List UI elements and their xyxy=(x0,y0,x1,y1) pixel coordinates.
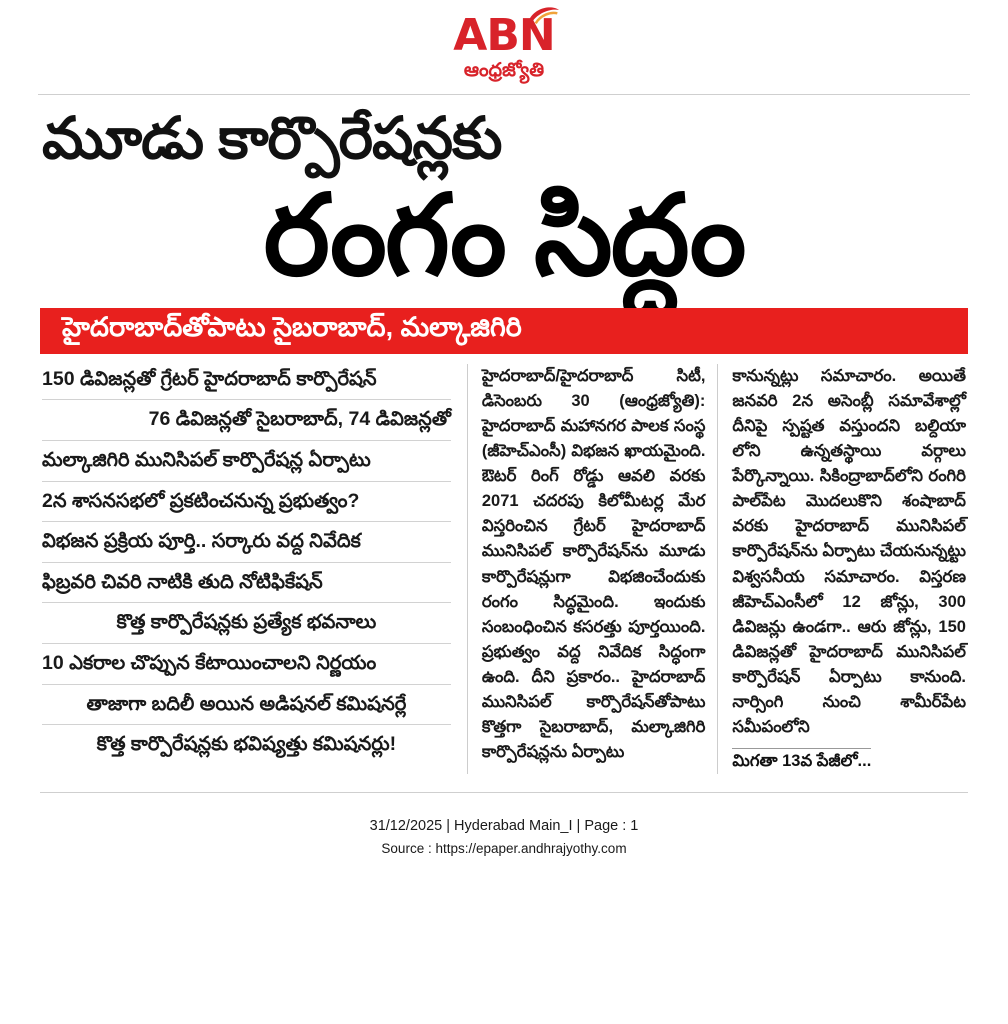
article-columns xyxy=(0,354,1008,774)
lead-point: తాజాగా బదిలీ అయిన అడిషనల్ కమిషనర్లే xyxy=(42,689,451,726)
logo-subtitle: ఆంధ్రజ్యోతి xyxy=(463,60,545,81)
headline-block xyxy=(0,95,1008,298)
lead-point: 2న శాసనసభలో ప్రకటించనున్న ప్రభుత్వం? xyxy=(42,486,451,523)
lead-point: కొత్త కార్పొరేషన్లకు ప్రత్యేక భవనాలు xyxy=(42,607,451,644)
headline-banner xyxy=(40,308,968,354)
swoosh-icon xyxy=(527,5,561,25)
lead-point: 76 డివిజన్లతో సైబరాబాద్, 74 డివిజన్లతో xyxy=(42,404,451,441)
abn-logo xyxy=(453,10,555,81)
footer-edition-info: 31/12/2025 | Hyderabad Main_I | Page : 1 xyxy=(369,818,639,835)
continued-note: మిగతా 13వ పేజీలో... xyxy=(732,748,871,774)
headline-line-2: రంగం సిద్ధం xyxy=(263,172,745,298)
lead-point: కొత్త కార్పొరేషన్లకు భవిష్యత్తు కమిషనర్లు! xyxy=(96,733,397,756)
body-paragraph-1 xyxy=(482,364,706,765)
body-paragraph-2 xyxy=(732,364,966,740)
logo-abn-label: ABN xyxy=(453,10,555,61)
body-text-2: కానున్నట్లు సమాచారం. అయితే జనవరి 2న అసెంబ్లీ సమావేశాల్లో దీనిపై స్పష్టత వస్తుందని బల్దియా లోని ఉన్నతస్థాయి వర్గాలు పేర్కొన్నాయి. సికింద్రాబాద్‌లోని రంగిరి పాల్‌పేట మొదలుకొని శంషాబాద్ వరకు హైదరాబాద్ మునిసిపల్ కార్పొరేషన్‌ను ఏర్పాటు చేయనున్నట్టు విశ్వసనీయ సమాచారం. విస్తరణ జీహెచ్‌ఎంసీలో 12 జోన్లు, 300 డివిజన్లు ఉండగా.. ఆరు జోన్లు, 150 డివిజన్లతో హైదరాబాద్ మునిసిపల్ కార్పొరేషన్ ఏర్పాటు కానుంది. నార్సింగి నుంచి శామీర్‌పేట సమీపంలోని xyxy=(732,366,966,736)
lead-point: 150 డివిజన్లతో గ్రేటర్ హైదరాబాద్ కార్పొరేషన్ xyxy=(42,364,451,401)
body-text-1: హైదరాబాద్ మహానగర పాలక సంస్థ (జీహెచ్‌ఎంసీ) విభజన ఖాయమైంది. ఔటర్ రింగ్ రోడ్డు ఆవలి వరకు 2071 చదరపు కిలోమీటర్ల మేర విస్తరించిన గ్రేటర్ హైదరాబాద్ మునిసిపల్ కార్పొరేషన్‌ను మూడు కార్పొరేషన్లుగా విభజించేందుకు రంగం సిద్ధమైంది. ఇందుకు సంబంధించిన కసరత్తు పూర్తయింది. ప్రభుత్వం వద్ద నివేదిక సిద్ధంగా ఉంది. దీని ప్రకారం.. హైదరాబాద్ మునిసిపల్ కార్పొరేషన్‌తోపాటు కొత్తగా సైబరాబాద్, మల్కాజిగిరి కార్పొరేషన్లను ఏర్పాటు xyxy=(481,417,706,762)
footer-source: Source : https://epaper.andhrajyothy.com xyxy=(381,841,627,857)
column-body-2 xyxy=(717,364,968,774)
column-lead-points xyxy=(40,364,467,774)
lead-point: ఫిబ్రవరి చివరి నాటికి తుది నోటిఫికేషన్ xyxy=(42,567,451,604)
footer xyxy=(0,793,1008,860)
lead-point: మల్కాజిగిరి మునిసిపల్ కార్పొరేషన్ల ఏర్పాటు xyxy=(42,445,451,482)
headline-line-1: మూడు కార్పొరేషన్లకు xyxy=(42,106,502,171)
masthead xyxy=(0,0,1008,88)
lead-points-list xyxy=(42,364,451,765)
lead-point: విభజన ప్రక్రియ పూర్తి.. సర్కారు వద్ద నివేదిక xyxy=(42,526,451,563)
logo-main-text xyxy=(453,10,555,61)
lead-point: 10 ఎకరాల చొప్పున కేటాయించాలని నిర్ణయం xyxy=(42,648,451,685)
headline-banner-text: హైదరాబాద్‌తోపాటు సైబరాబాద్, మల్కాజిగిరి xyxy=(62,311,522,342)
dateline: హైదరాబాద్/హైదరాబాద్ సిటీ, డిసెంబరు 30 (ఆంధ్రజ్యోతి): xyxy=(481,366,706,410)
column-body-1 xyxy=(467,364,718,774)
